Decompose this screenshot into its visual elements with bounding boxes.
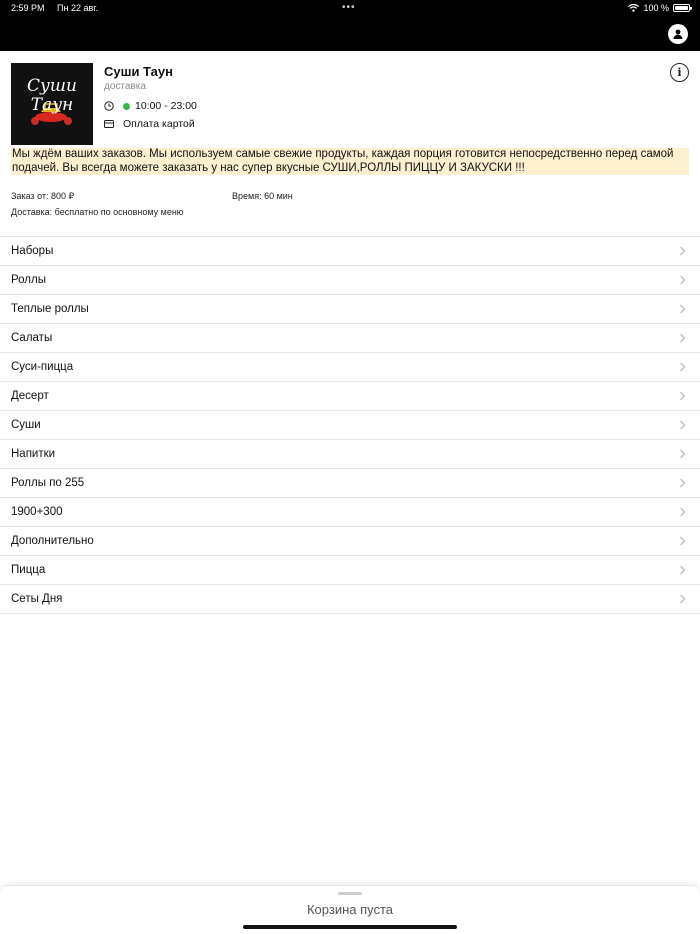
delivery-cost: Доставка: бесплатно по основному меню <box>11 207 184 217</box>
min-order: Заказ от: 800 ₽ <box>11 191 75 201</box>
category-item[interactable] <box>0 585 700 614</box>
open-status-dot <box>123 103 130 110</box>
user-silhouette-icon <box>672 28 684 40</box>
chevron-right-icon <box>679 594 686 604</box>
payment-row <box>104 117 195 131</box>
chevron-right-icon <box>679 507 686 517</box>
chevron-right-icon <box>679 420 686 430</box>
category-label: 1900+300 <box>11 506 63 518</box>
category-item[interactable] <box>0 324 700 353</box>
category-item[interactable] <box>0 527 700 556</box>
category-label: Десерт <box>11 390 49 402</box>
status-left <box>11 3 108 13</box>
category-item[interactable] <box>0 295 700 324</box>
category-label: Роллы <box>11 274 46 286</box>
status-right <box>628 3 690 13</box>
chevron-right-icon <box>679 565 686 575</box>
category-label: Наборы <box>11 245 54 257</box>
restaurant-type: доставка <box>104 81 146 92</box>
category-label: Роллы по 255 <box>11 477 85 489</box>
category-item[interactable] <box>0 353 700 382</box>
cart-label: Корзина пуста <box>306 902 394 917</box>
category-item[interactable] <box>0 440 700 469</box>
hours-row <box>104 99 197 113</box>
logo-text: Суши Таун <box>27 76 77 115</box>
category-label: Суши <box>11 419 41 431</box>
home-indicator[interactable] <box>243 925 457 929</box>
delivery-time: Время: 60 мин <box>232 191 293 201</box>
user-profile-icon[interactable] <box>668 24 688 44</box>
category-item[interactable] <box>0 266 700 295</box>
clock-icon <box>104 101 114 111</box>
chevron-right-icon <box>679 275 686 285</box>
promo-banner: Мы ждём ваших заказов. Мы используем самые свежие продукты, каждая порция готовится непосредственно перед самой подачей. Вы всегда можете заказать у нас супер вкусные СУШИ,РОЛЛЫ ПИЦЦУ И ЗАКУСКИ !!! <box>11 148 689 175</box>
payment-text: Оплата картой <box>123 118 195 130</box>
category-item[interactable] <box>0 556 700 585</box>
category-item[interactable] <box>0 237 700 266</box>
category-label: Суси-пицца <box>11 361 74 373</box>
hours-text: 10:00 - 23:00 <box>135 100 197 112</box>
status-date: Пн 22 авг. <box>57 3 98 13</box>
category-label: Дополнительно <box>11 535 94 547</box>
category-label: Напитки <box>11 448 56 460</box>
battery-icon <box>673 4 690 12</box>
category-item[interactable] <box>0 382 700 411</box>
chevron-right-icon <box>679 478 686 488</box>
status-time: 2:59 PM <box>11 3 45 13</box>
chevron-right-icon <box>679 449 686 459</box>
chevron-right-icon <box>679 362 686 372</box>
category-label: Пицца <box>11 564 46 576</box>
chevron-right-icon <box>679 536 686 546</box>
category-item[interactable] <box>0 411 700 440</box>
battery-fill <box>675 6 688 10</box>
category-label: Салаты <box>11 332 53 344</box>
info-icon[interactable]: i <box>670 63 689 82</box>
chevron-right-icon <box>679 333 686 343</box>
category-item[interactable] <box>0 498 700 527</box>
category-label: Сеты Дня <box>11 593 63 605</box>
sheet-grabber[interactable] <box>338 892 362 895</box>
chevron-right-icon <box>679 391 686 401</box>
category-list <box>0 236 700 614</box>
category-label: Теплые роллы <box>11 303 89 315</box>
multitask-dots-icon[interactable]: ••• <box>342 2 356 13</box>
category-item[interactable] <box>0 469 700 498</box>
chevron-right-icon <box>679 246 686 256</box>
chevron-right-icon <box>679 304 686 314</box>
restaurant-logo <box>11 63 93 145</box>
wifi-icon <box>628 4 639 12</box>
card-icon <box>104 120 114 128</box>
top-bar <box>0 0 700 51</box>
battery-percent: 100 % <box>643 3 669 13</box>
restaurant-name: Суши Таун <box>104 64 173 79</box>
